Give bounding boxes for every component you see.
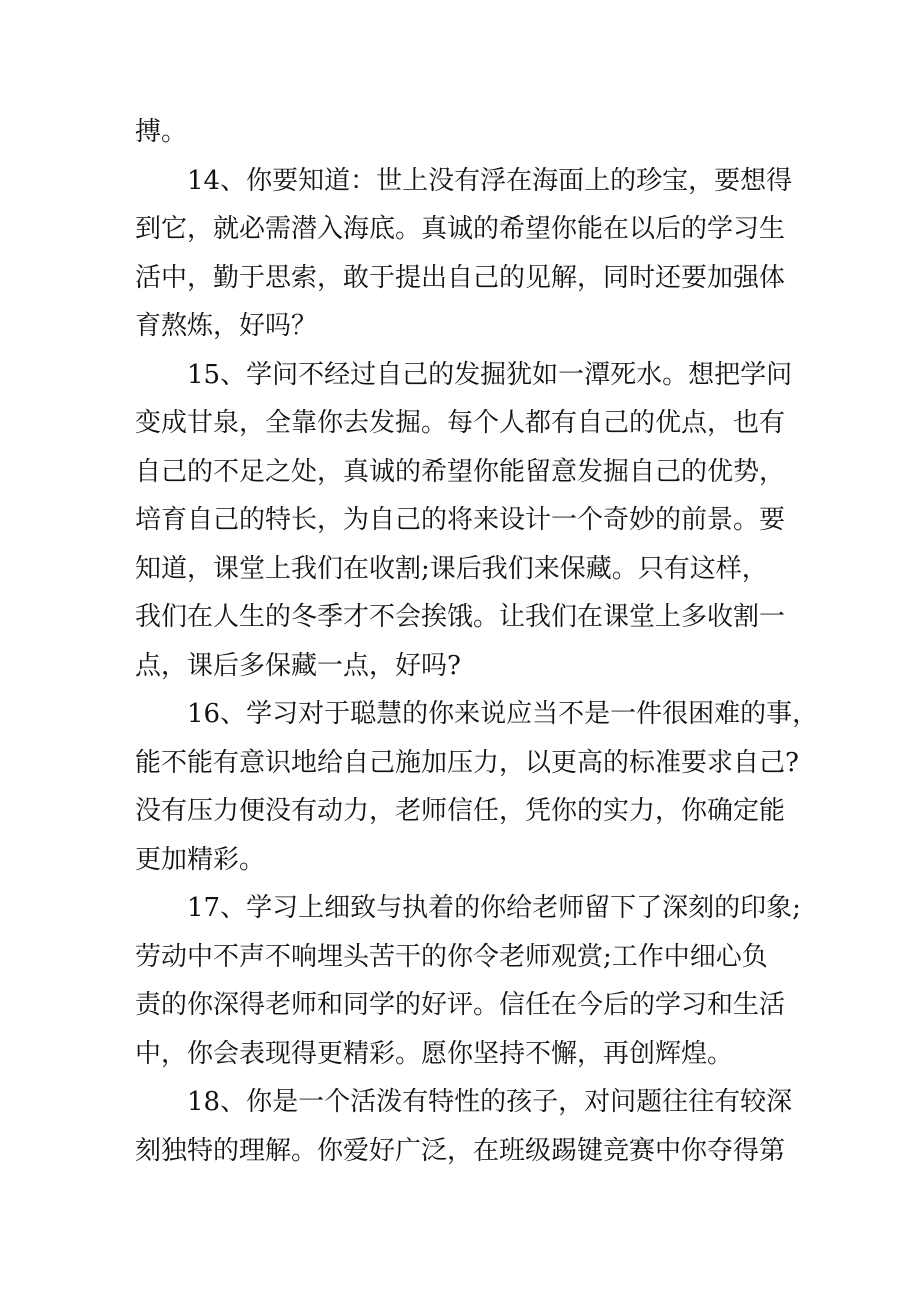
paragraph-17-start: 17、学习上细致与执着的你给老师留下了深刻的印象; xyxy=(187,893,801,923)
text-line: 育熬炼，好吗？ xyxy=(135,311,318,341)
text-line: 活中，勤于思索，敢于提出自己的见解，同时还要加强体 xyxy=(135,262,786,293)
text-line: 中，你会表现得更精彩。愿你坚持不懈，再创辉煌。 xyxy=(135,1038,734,1069)
text-line: 变成甘泉，全靠你去发掘。每个人都有自己的优点，也有 xyxy=(135,408,786,438)
text-line: 点，课后多保藏一点，好吗? xyxy=(135,650,461,681)
paragraph-16-start: 16、学习对于聪慧的你来说应当不是一件很困难的事， xyxy=(187,699,819,729)
text-line: 我们在人生的冬季才不会挨饿。让我们在课堂上多收割一 xyxy=(135,602,786,632)
text-line: 刻独特的理解。你爱好广泛，在班级踢键竞赛中你夺得第 xyxy=(135,1135,786,1166)
text-line: 知道，课堂上我们在收割;课后我们来保藏。只有这样， xyxy=(135,553,768,584)
document-body xyxy=(135,108,819,1175)
paragraph-15-start: 15、学问不经过自己的发掘犹如一潭死水。想把学问 xyxy=(187,359,793,390)
text-line: 能不能有意识地给自己施加压力，以更高的标准要求自己? xyxy=(135,747,799,778)
paragraph-14-start: 14、你要知道：世上没有浮在海面上的珍宝，要想得 xyxy=(187,165,793,196)
text-line: 自己的不足之处，真诚的希望你能留意发掘自己的优势， xyxy=(135,456,786,487)
text-line: 劳动中不声不响埋头苦干的你令老师观赏;工作中细心负 xyxy=(135,941,768,972)
text-line: 责的你深得老师和同学的好评。信任在今后的学习和生活 xyxy=(135,990,786,1020)
text-line: 到它，就必需潜入海底。真诚的希望你能在以后的学习生 xyxy=(135,214,786,244)
paragraph-18-start: 18、你是一个活泼有特性的孩子，对问题往往有较深 xyxy=(187,1087,793,1117)
text-line: 没有压力便没有动力，老师信任，凭你的实力，你确定能 xyxy=(135,796,786,826)
text-line: 更加精彩。 xyxy=(135,844,266,875)
text-line: 培育自己的特长，为自己的将来设计一个奇妙的前景。要 xyxy=(135,505,786,535)
text-line: 搏。 xyxy=(135,117,188,147)
